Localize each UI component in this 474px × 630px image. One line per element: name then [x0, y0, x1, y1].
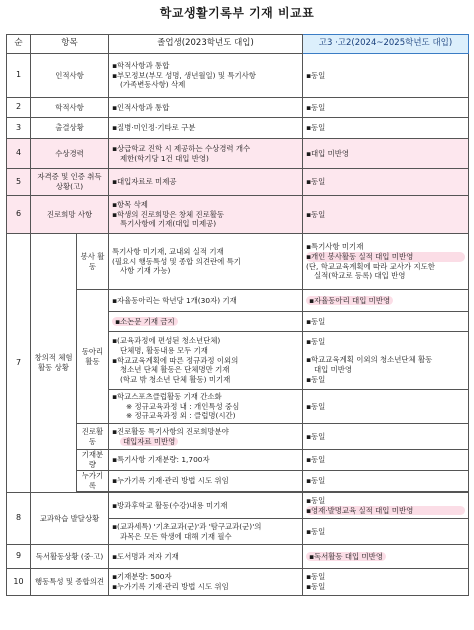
row-right: [303, 332, 469, 390]
row-category: 학적사항: [31, 98, 109, 118]
row-left: [109, 196, 303, 234]
header-num: 순: [7, 35, 31, 54]
row-category: 창의적 체험 활동 상황: [31, 234, 77, 493]
row-left: ▪도서명과 저자 기재: [109, 545, 303, 569]
table-row: [7, 139, 469, 169]
cell-line: ▪학교교육계획 이외의 청소년단체 활동: [306, 355, 433, 365]
table-row: [7, 569, 469, 596]
subcategory: 동아리 활동: [77, 290, 109, 424]
row-left: ▪특기사항 기재분량: 1,700자: [109, 450, 303, 471]
cell-line: ※ 정규교육과정 내 : 개인특성 중심: [126, 401, 240, 411]
cell-line: ▪개인 봉사활동 실적 대입 미반영: [306, 252, 465, 262]
table-row: [7, 54, 469, 98]
table-header-row: [7, 35, 469, 54]
header-current: 고3 ·고2(2024~2025학년도 대입): [303, 35, 469, 54]
cell-line: ▪부모정보(부모 성명, 생년월일) 및 특기사항: [112, 70, 256, 80]
row-right: ▪동일: [303, 519, 469, 545]
table-row: [7, 169, 469, 196]
cell-line: (가족변동사항) 삭제: [120, 80, 186, 90]
page-title: 학교생활기록부 기재 비교표: [159, 6, 315, 20]
row-right: ▪동일: [303, 98, 469, 118]
cell-line: ▪(교과세특) '기초교과(군)'과 '탐구교과(군)'의: [112, 521, 262, 531]
subcategory: 기재분량: [77, 450, 109, 471]
row-left: ▪대입자료로 미제공: [109, 169, 303, 196]
cell-line: ▪동일: [306, 374, 326, 384]
cell-line: 특기사항 미기재, 교내외 실적 기재: [112, 247, 224, 257]
cell-line: ▪동일: [306, 582, 326, 591]
cell-line: 실적(학교로 등록) 대입 반영: [314, 271, 406, 281]
table-row: [7, 424, 469, 450]
cell-line: ▪독서활동 대입 미반영: [306, 552, 386, 561]
cell-line: ▪학적사항과 통합: [112, 61, 170, 71]
row-right: ▪대입 미반영: [303, 139, 469, 169]
row-right: ▪동일: [303, 196, 469, 234]
table-row: [7, 545, 469, 569]
cell-line: 청소년 단체 활동은 단체명만 기재: [120, 365, 230, 375]
cell-line: 사항 기재 가능): [120, 266, 171, 276]
row-num: 6: [7, 196, 31, 234]
table-row: [7, 196, 469, 234]
subcategory: 봉사 활동: [77, 234, 109, 290]
table-row: [7, 118, 469, 139]
cell-line: ▪특기사항 미기재: [306, 242, 364, 252]
cell-line: ▪진로활동 특기사항의 진로희망분야: [112, 426, 229, 436]
row-num: 2: [7, 98, 31, 118]
row-category: 자격증 및 인증 취득상황(고): [31, 169, 109, 196]
cell-line: ▪기재분량: 500자: [112, 572, 172, 582]
row-category: 출결상황: [31, 118, 109, 139]
cell-line: ▪동일: [306, 495, 326, 505]
row-left: ▪방과후학교 활동(수강)내용 미기재: [109, 493, 303, 519]
subcategory: 누가기록: [77, 471, 109, 492]
row-category: 행동특성 및 종합의견: [31, 569, 109, 596]
row-right: ▪동일: [303, 312, 469, 332]
row-num: 9: [7, 545, 31, 569]
row-left: [109, 332, 303, 390]
row-left: ▪자율동아리는 학년당 1개(30자) 기재: [109, 290, 303, 312]
cell-line: ※ 정규교육과정 외 : 클럽명(시간): [126, 411, 236, 421]
header-item: 항목: [31, 35, 109, 54]
table-row: [7, 450, 469, 471]
row-right: ▪동일: [303, 390, 469, 424]
cell-line: ▪학교교육계획에 따른 정규과정 이외의: [112, 355, 239, 365]
row-right: [303, 290, 469, 312]
row-left: ▪누가기록 기재·관리 방법 시도 위임: [109, 471, 303, 492]
row-category: 독서활동상황 (중·고): [31, 545, 109, 569]
row-category: 인적사항: [31, 54, 109, 98]
row-right: ▪동일: [303, 54, 469, 98]
cell-line: (필요시 행동특성 및 종합 의견란에 특기: [112, 256, 241, 266]
row-category: 수상경력: [31, 139, 109, 169]
table-row: [7, 290, 469, 312]
row-right: ▪동일: [303, 118, 469, 139]
row-left: [109, 54, 303, 98]
cell-line: ▪소논문 기재 금지: [112, 317, 178, 326]
row-right: ▪동일: [303, 424, 469, 450]
cell-line: 제한(학기당 1건 대입 반영): [120, 153, 209, 163]
row-left: [109, 312, 303, 332]
row-num: 7: [7, 234, 31, 493]
row-right: ▪동일: [303, 471, 469, 492]
row-left: [109, 234, 303, 290]
cell-line: (학교 밖 청소년 단체 활동) 미기재: [120, 374, 231, 384]
row-num: 10: [7, 569, 31, 596]
cell-line: ▪누가기록 기재·관리 방법 시도 위임: [112, 582, 229, 591]
subcategory: 진로활동: [77, 424, 109, 450]
header-graduate: 졸업생(2023학년도 대입): [109, 35, 303, 54]
row-right: ▪동일: [303, 169, 469, 196]
cell-line: 대입자료 미반영: [120, 437, 178, 446]
row-num: 8: [7, 493, 31, 545]
cell-line: [306, 346, 465, 355]
row-left: [109, 139, 303, 169]
table-row: [7, 98, 469, 118]
cell-line: ▪영재·발명교육 실적 대입 미반영: [306, 506, 465, 516]
cell-line: ▪상급학교 진학 시 제공하는 수상경력 개수: [112, 143, 251, 153]
row-left: ▪질병·미인정·기타로 구분: [109, 118, 303, 139]
cell-line: ▪학교스포츠클럽활동 기재 간소화: [112, 392, 222, 402]
cell-line: 대입 미반영: [314, 365, 353, 374]
cell-line: ▪(교육과정에 편성된 청소년단체): [112, 336, 221, 346]
cell-line: ▪동일: [306, 336, 326, 346]
row-num: 5: [7, 169, 31, 196]
cell-line: ▪동일: [306, 572, 326, 582]
cell-line: ▪자율동아리 대입 미반영: [306, 296, 393, 305]
row-num: 4: [7, 139, 31, 169]
row-left: [109, 424, 303, 450]
row-right: [303, 234, 469, 290]
row-right: [303, 569, 469, 596]
cell-line: 단체명, 활동내용 모두 기재: [120, 346, 208, 356]
cell-line: 과목은 모든 학생에 대해 기재 필수: [120, 531, 232, 541]
row-right: [303, 493, 469, 519]
row-category: 교과학습 발달상황: [31, 493, 109, 545]
row-num: 3: [7, 118, 31, 139]
row-left: [109, 569, 303, 596]
row-left: [109, 519, 303, 545]
row-right: [303, 545, 469, 569]
cell-line: ▪학생의 진로희망은 창체 진로활동: [112, 209, 225, 219]
cell-line: 특기사항에 기재(대입 미제공): [120, 219, 217, 229]
table-row: [7, 234, 469, 290]
row-num: 1: [7, 54, 31, 98]
table-row: [7, 471, 469, 492]
row-right: ▪동일: [303, 450, 469, 471]
cell-line: (단, 학교교육계획에 따라 교사가 지도한: [306, 261, 435, 271]
cell-line: ▪항목 삭제: [112, 200, 148, 210]
row-left: ▪인적사항과 통합: [109, 98, 303, 118]
row-category: 진로희망 사항: [31, 196, 109, 234]
comparison-table: [6, 34, 469, 596]
row-left: [109, 390, 303, 424]
table-row: [7, 493, 469, 519]
